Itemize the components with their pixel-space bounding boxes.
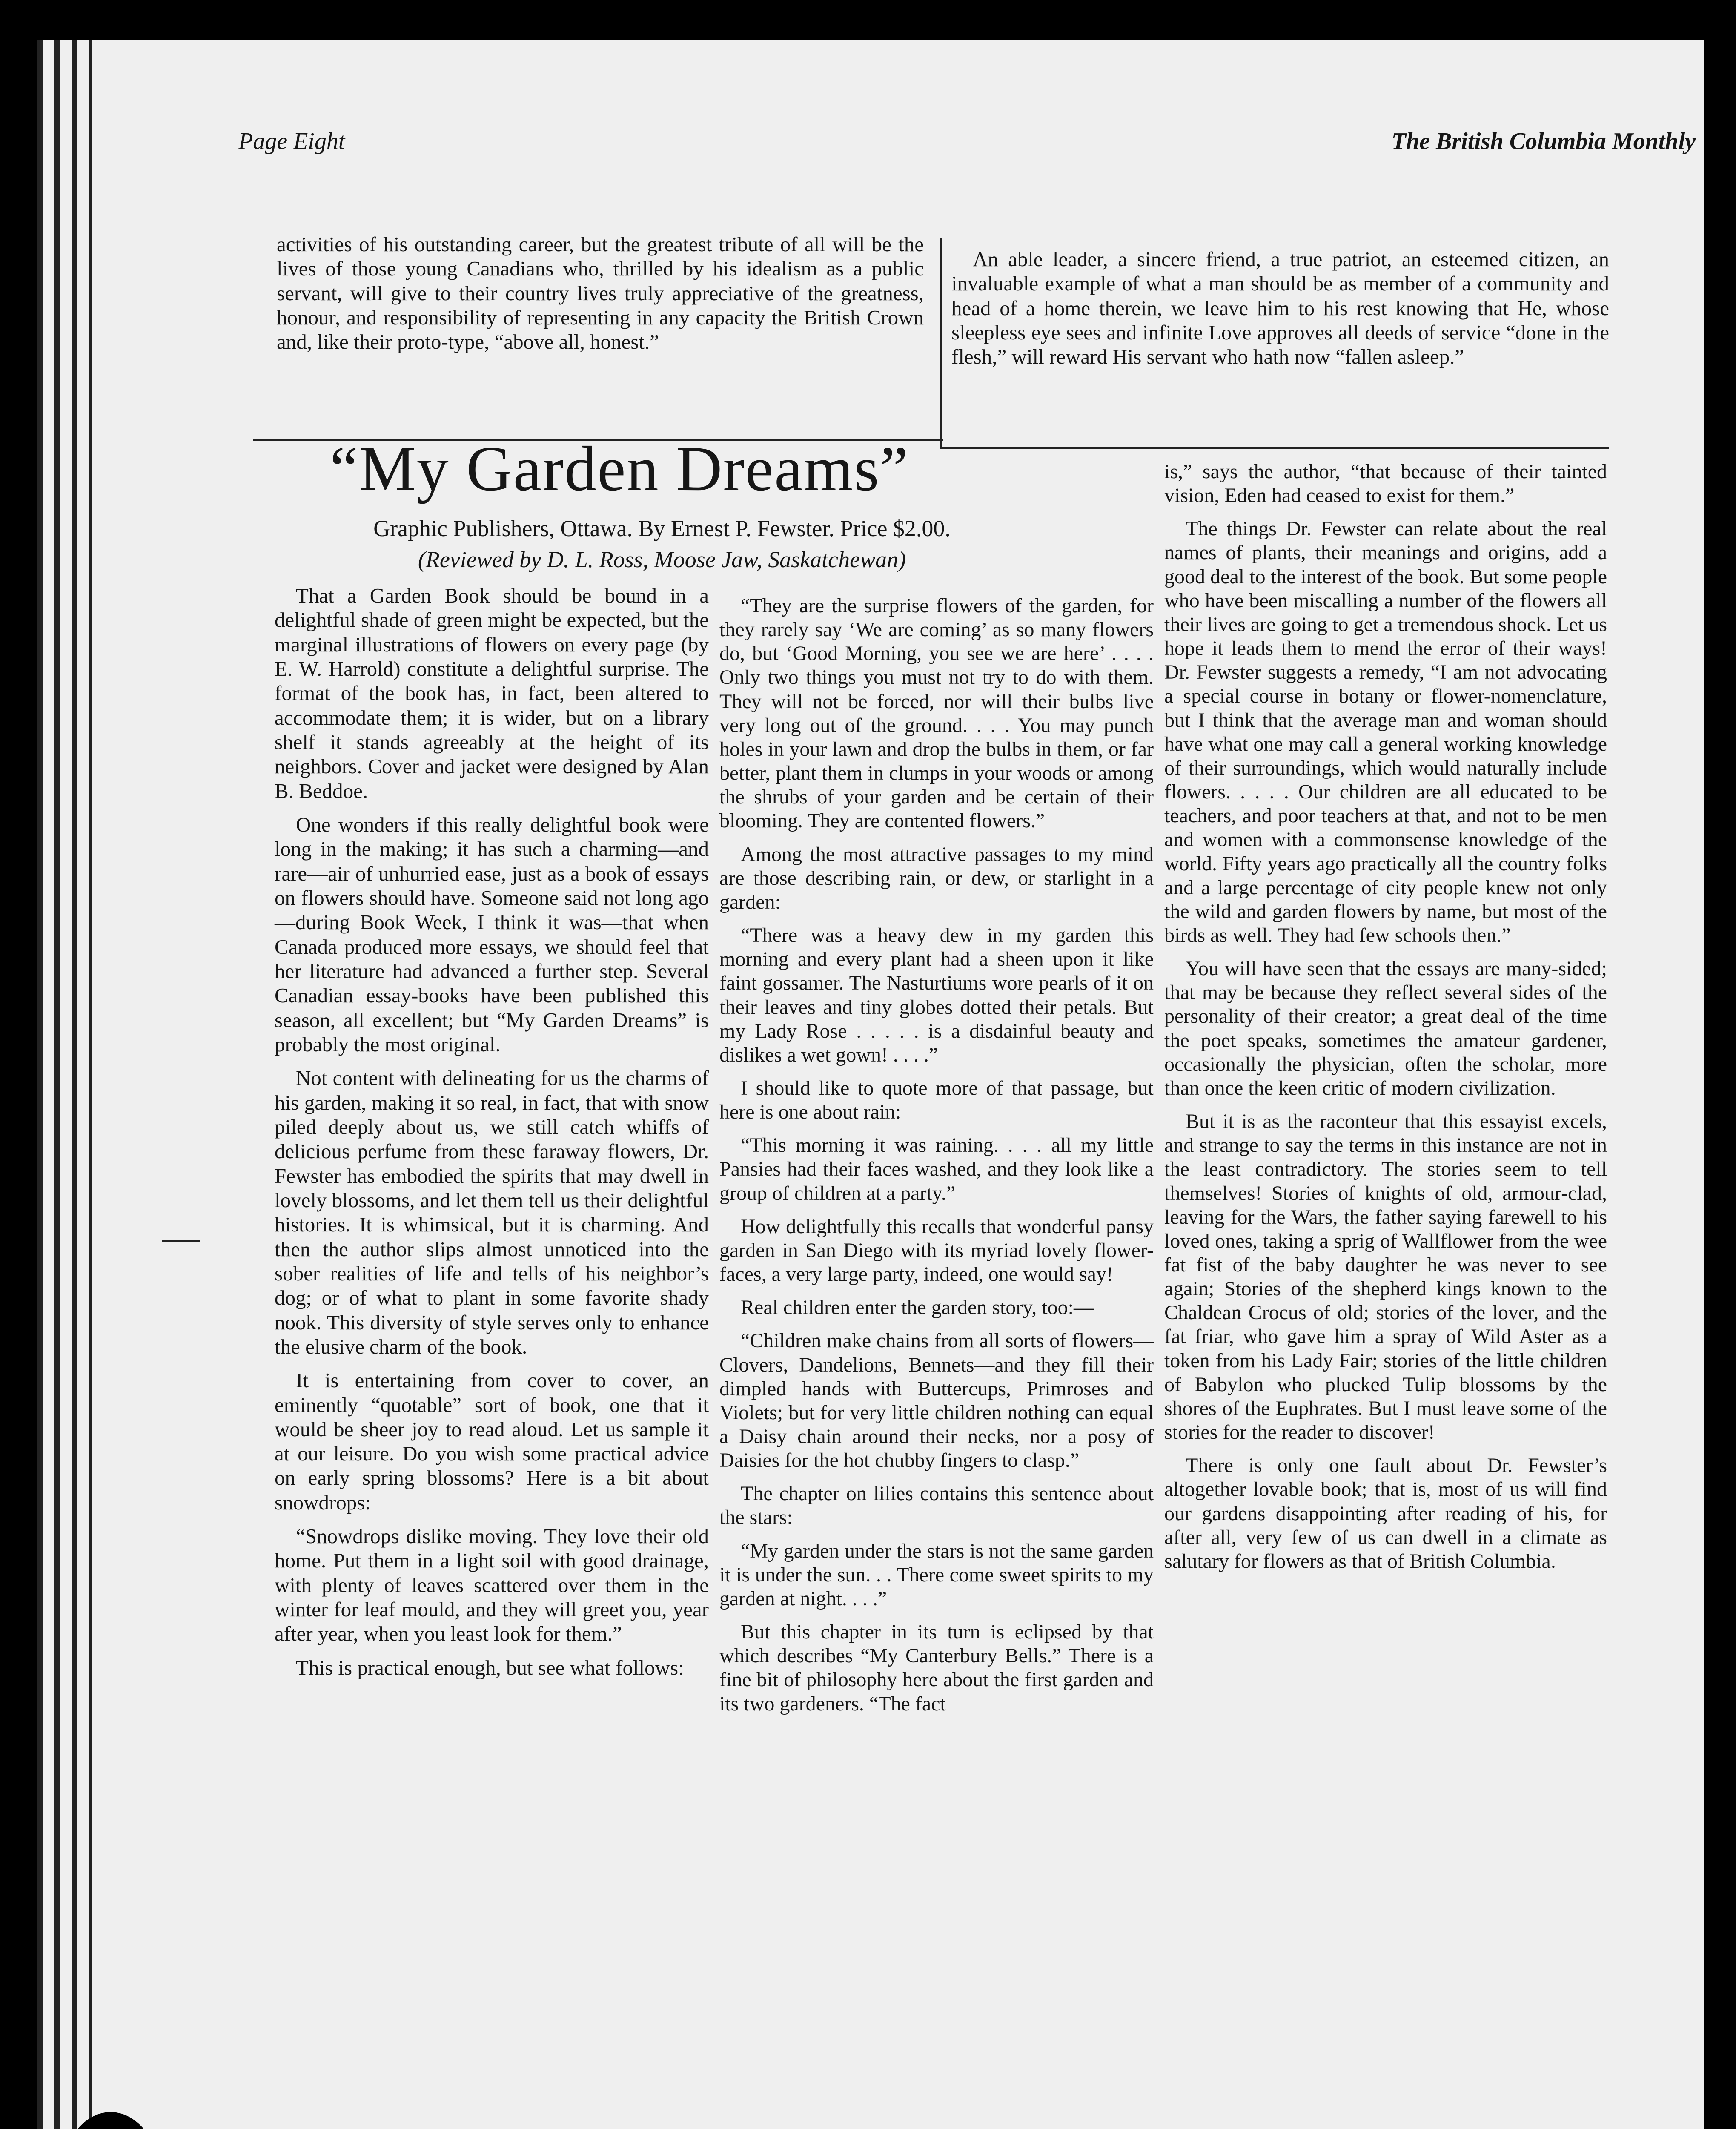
top-left-column xyxy=(277,232,924,364)
paragraph: That a Garden Book should be bound in a delightful shade of green might be expected, but the marginal illustrations of flowers on every page (by E. W. Harrold) constitute a delightful surprise. The format of the book has, in fact, been altered to accommodate them; it is wider, but on a library shelf it stands agreeably at the height of its neighbors. Cover and jacket were designed by Alan B. Beddoe. xyxy=(275,584,709,803)
paragraph: “There was a heavy dew in my garden this morning and every plant had a sheen upon it like faint gossamer. The Nasturtiums wore pearls of it on their leaves and tiny globes dotted their petals. But my Lady Rose . . . . . is a disdainful beauty and dislikes a wet gown! . . . .” xyxy=(719,924,1154,1066)
margin-mark xyxy=(162,1240,200,1242)
paragraph: “Children make chains from all sorts of flowers—Clovers, Dandelions, Bennets—and they fill their dimpled hands with Buttercups, Primroses and Violets; but for very little children nothing can equal a Daisy chain around their necks, nor a posy of Daisies for the hot chubby fingers to clasp.” xyxy=(719,1329,1154,1472)
article-column-3 xyxy=(1164,460,1607,1583)
publication-line: Graphic Publishers, Ottawa. By Ernest P. Fewster. Price $2.00. xyxy=(373,516,951,541)
publication-name: The British Columbia Monthly xyxy=(1391,128,1696,155)
paragraph: The chapter on lilies contains this sentence about the stars: xyxy=(719,1482,1154,1529)
paragraph: How delightfully this recalls that wonderful pansy garden in San Diego with its myriad lovely flower-faces, a very large party, indeed, one would say! xyxy=(719,1215,1154,1286)
paragraph: You will have seen that the essays are many-sided; that may be because they reflect several sides of the personality of their creator; a great deal of the time the poet speaks, sometimes the amateur gardener, occasionally the physician, often the scholar, more than once the keen critic of modern civilization. xyxy=(1164,957,1607,1099)
paragraph: There is only one fault about Dr. Fewster’s altogether lovable book; that is, most of us will find our gardens disappointing after reading of his, for after all, very few of us can dwell in a climate as salutary for flowers as that of British Columbia. xyxy=(1164,1454,1607,1572)
paragraph: “They are the surprise flowers of the garden, for they rarely say ‘We are coming’ as so many flowers do, but ‘Good Morning, you see we are here’ . . . . Only two things you must not try to do with them. They will not be forced, nor will their bulbs live very long out of the ground. . . . You may punch holes in your lawn and drop the bulbs in them, or far better, plant them in clumps in your woods or among the shrubs of your garden and be certain of their blooming. They are contented flowers.” xyxy=(719,594,1154,832)
paragraph: But it is as the raconteur that this essayist excels, and strange to say the terms in this instance are not in the least contradictory. The stories seem to tell themselves! Stories of knights of old, armour-clad, leaving for the Wars, the father saying farewell to his loved ones, taking a sprig of Wallflower from the wee fat fist of the baby daughter he was never to see again; Stories of the shepherd kings known to the Chaldean Crocus of old; stories of the lover, and the fat friar, who gave him a spray of Wild Aster as a token from his Lady Fair; stories of the little children of Babylon who plucked Tulip blossoms by the shores of the Euphrates. But I must leave some of the stories for the reader to discover! xyxy=(1164,1110,1607,1444)
section-divider xyxy=(941,447,1609,449)
article-column-2 xyxy=(719,594,1154,1725)
paragraph: This is practical enough, but see what follows: xyxy=(296,1656,684,1679)
paragraph: I should like to quote more of that passage, but here is one about rain: xyxy=(719,1076,1154,1124)
article-title: “My Garden Dreams” xyxy=(329,433,909,504)
paragraph: The things Dr. Fewster can relate about the real names of plants, their meanings and origins, add a good deal to the interest of the book. But some people who have been miscalling a number of the flowers all their lives are going to get a tremendous shock. Let us hope it leads them to mend the error of their ways! Dr. Fewster suggests a remedy, “I am not advocating a special course in botany or flower-nomenclature, but I think that the average man and woman should have what one may call a general working knowledge of their surroundings, which would naturally include flowers. . . . . Our children are all educated to be teachers, and poor teachers at that, and not to be men and women with a commonsense knowledge of the world. Fifty years ago practically all the country folks and a large percentage of city people knew not only the wild and garden flowers by name, but most of the birds as well. They had few schools then.” xyxy=(1164,517,1607,947)
article-column-1 xyxy=(275,583,709,1689)
paragraph: activities of his outstanding career, but the greatest tribute of all will be the lives of those young Canadians who, thrilled by his idealism as a public servant, will give to their country lives truly appreciative of the greatness, honour, and responsibility of representing in any capacity the British Crown and, like their proto-type, “above all, honest.” xyxy=(277,232,924,354)
page-number-label: Page Eight xyxy=(238,128,345,155)
reviewer-line: (Reviewed by D. L. Ross, Moose Jaw, Saskatchewan) xyxy=(418,547,906,572)
paragraph: is,” says the author, “that because of their tainted vision, Eden had ceased to exist for them.” xyxy=(1164,460,1607,507)
paragraph: But this chapter in its turn is eclipsed by that which describes “My Canterbury Bells.” There is a fine bit of philosophy here about the first garden and its two gardeners. “The fact xyxy=(719,1621,1154,1715)
paragraph: Not content with delineating for us the charms of his garden, making it so real, in fact, that with snow piled deeply about us, we still catch whiffs of delicious perfume from these faraway flowers, Dr. Fewster has embodied the spirits that may dwell in lovely blossoms, and let them tell us their delightful histories. It is whimsical, but it is charming. And then the author slips almost unnoticed into the sober realities of life and tells of his neighbor’s dog; or of what to plant in some favorite shady nook. This diversity of style serves only to enhance the elusive charm of the book. xyxy=(275,1066,709,1358)
paragraph: An able leader, a sincere friend, a true patriot, an esteemed citizen, an invaluable example of what a man should be as member of a community and head of a home therein, we leave him to his rest knowing that He, whose sleepless eye sees and infinite Love approves all deeds of service “done in the flesh,” will reward His servant who hath now “fallen asleep.” xyxy=(951,247,1609,369)
scan-shadow xyxy=(55,2112,166,2129)
paragraph: Among the most attractive passages to my mind are those describing rain, or dew, or starlight in a garden: xyxy=(719,843,1154,913)
paragraph: It is entertaining from cover to cover, an eminently “quotable” sort of book, one that it would be sheer joy to read aloud. Let us sample it at our leisure. Do you wish some practical advice on early spring blossoms? Here is a bit about snowdrops: xyxy=(275,1369,709,1514)
paragraph: Real children enter the garden story, too:— xyxy=(741,1296,1094,1319)
paragraph: “My garden under the stars is not the same garden it is under the sun. . . There come sweet spirits to my garden at night. . . .” xyxy=(719,1539,1154,1610)
paragraph: “This morning it was raining. . . . all my little Pansies had their faces washed, and they look like a group of children at a party.” xyxy=(719,1134,1154,1205)
paragraph: “Snowdrops dislike moving. They love their old home. Put them in a light soil with good drainage, with plenty of leaves scattered over them in the winter for leaf mould, and they will greet you, year after year, when you least look for them.” xyxy=(275,1524,709,1646)
column-divider xyxy=(940,238,942,449)
paragraph: One wonders if this really delightful book were long in the making; it has such a charming—and rare—air of unhurried ease, just as a book of essays on flowers should have. Someone said not long ago—during Book Week, I think it was—that when Canada produced more essays, we should feel that her literature had advanced a further step. Several Canadian essay-books have been published this season, all excellent; but “My Garden Dreams” is probably the most original. xyxy=(275,812,709,1056)
top-right-column xyxy=(951,247,1609,379)
